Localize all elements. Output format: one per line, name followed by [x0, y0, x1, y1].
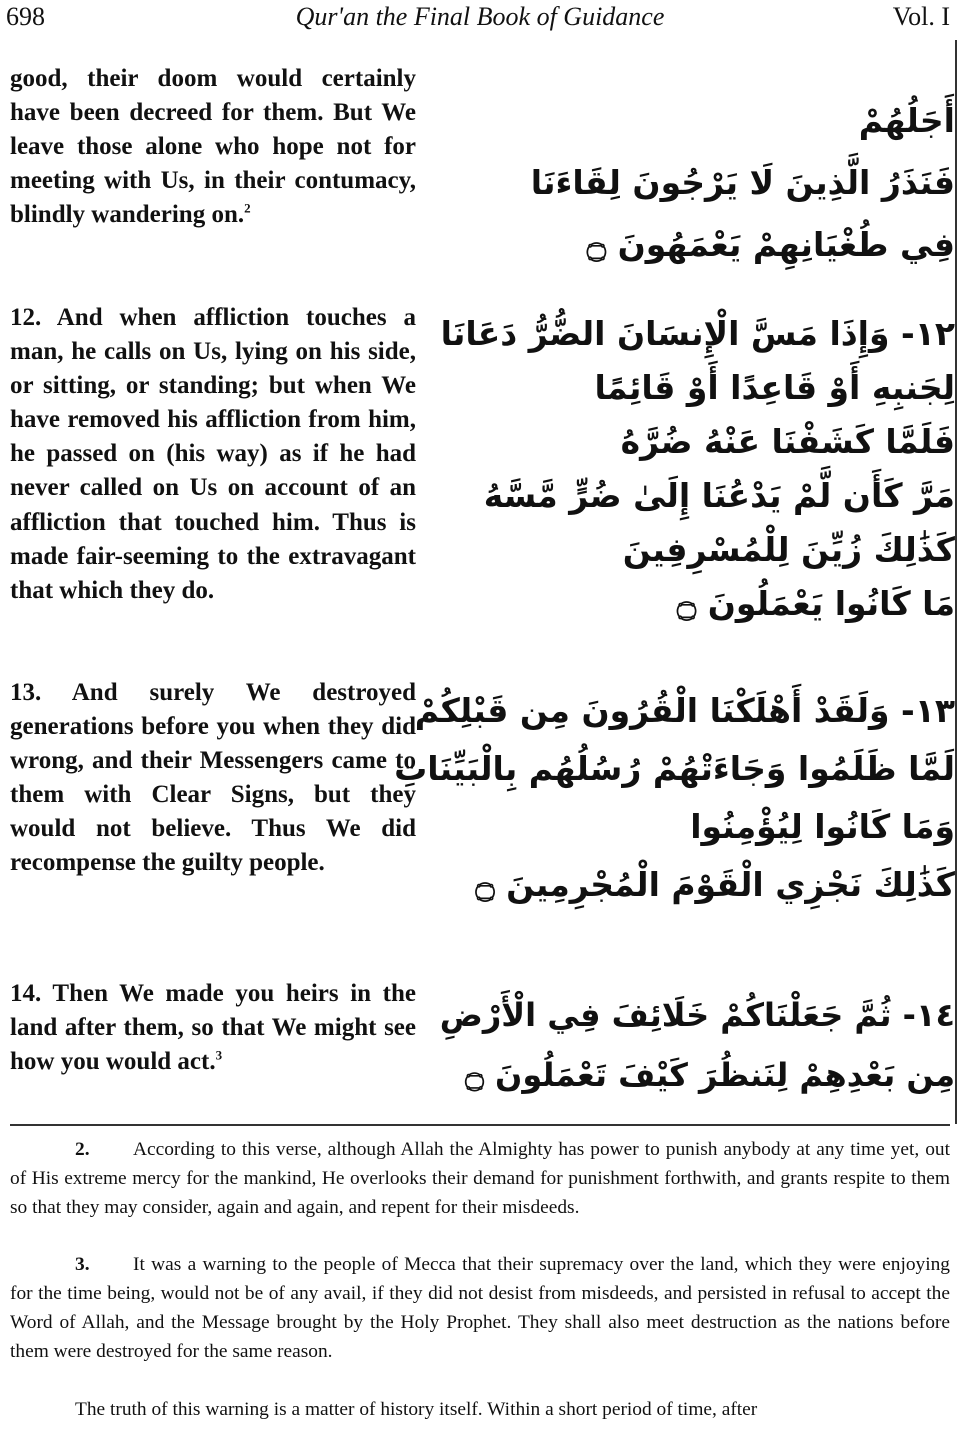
arabic-line: مِن بَعْدِهِمْ لِنَنظُرَ كَيْفَ تَعْمَلُونَ ۝ [465, 1056, 955, 1094]
arabic-line: ١٢- وَإِذَا مَسَّ الْإِنسَانَ الضُّرُّ دَعَانَا [440, 314, 955, 353]
verse-arabic [440, 307, 955, 631]
arabic-line: أَجَلُهُمْ [858, 101, 955, 140]
footnote-3 [10, 1250, 950, 1366]
footnote-3-continued [10, 1395, 950, 1424]
arabic-line: فِي طُغْيَانِهِمْ يَعْمَهُونَ ۝ [586, 225, 955, 264]
verse-english [10, 676, 416, 881]
arabic-line: لَمَّا ظَلَمُوا وَجَاءَتْهُمْ رُسُلُهُم بِالْبَيِّنَاتِ [394, 749, 955, 788]
footnote-number: 2. [75, 1139, 90, 1160]
verse-text: good, their doom would certainly have been decreed for them. But We leave those alone who hope not for meeting with Us, in their contumacy, blindly wandering on. [10, 65, 416, 229]
book-title: Qur'an the Final Book of Guidance [295, 2, 665, 31]
footnote-marker: 2 [244, 201, 251, 217]
footnote-text: It was a warning to the people of Mecca that their supremacy over the land, which they were enjoying for the time being, would not be of any avail, if they did not desist from misdeeds, and persisted in refusal to accept the Word of Allah, and the Message brought by the Holy Prophet. They shall also meet destruction as the nations before them were destroyed for the same reason. [10, 1254, 950, 1362]
verse-english [10, 301, 416, 608]
page-header [0, 2, 960, 36]
footnote-text: According to this verse, although Allah the Almighty has power to punish anybody at any time yet, out of His extreme mercy for the mankind, He overlooks their demand for punishment forthwith, and grants respite to them so that they may consider, again and again, and repent for their misdeeds. [10, 1139, 950, 1218]
arabic-line: مَرَّ كَأَن لَّمْ يَدْعُنَا إِلَىٰ ضُرٍّ مَّسَّهُ [483, 476, 955, 515]
column-divider [955, 40, 957, 1124]
verse-english [10, 977, 416, 1079]
page-number: 698 [6, 2, 45, 31]
arabic-line: ١٤- ثُمَّ جَعَلْنَاكُمْ خَلَائِفَ فِي الْأَرْضِ [439, 996, 955, 1034]
footnote-text: The truth of this warning is a matter of history itself. Within a short period of time, after [75, 1399, 758, 1420]
verse-arabic [394, 682, 955, 914]
arabic-line: كَذَٰلِكَ نَجْزِي الْقَوْمَ الْمُجْرِمِينَ ۝ [475, 865, 955, 904]
volume-label: Vol. I [892, 2, 950, 31]
arabic-line: لِجَنبِهِ أَوْ قَاعِدًا أَوْ قَائِمًا [594, 368, 955, 407]
arabic-line: ١٣- وَلَقَدْ أَهْلَكْنَا الْقُرُونَ مِن قَبْلِكُمْ [414, 691, 955, 730]
verse-arabic [439, 985, 955, 1105]
arabic-line: مَا كَانُوا يَعْمَلُونَ ۝ [676, 584, 955, 623]
verse-text: 14. Then We made you heirs in the land after them, so that We might see how you would act. [10, 980, 416, 1076]
footnote-separator [10, 1124, 950, 1126]
footnote-number: 3. [75, 1254, 90, 1275]
footnote-marker: 3 [215, 1047, 223, 1063]
arabic-line: فَلَمَّا كَشَفْنَا عَنْهُ ضُرَّهُ [620, 422, 955, 461]
verse-arabic [530, 90, 955, 276]
arabic-line: وَمَا كَانُوا لِيُؤْمِنُوا [690, 807, 955, 846]
verse-text: 13. And surely We destroyed generations before you when they did wrong, and their Messengers came to them with Clear Signs, but they would not believe. Thus We did recompense the guilty people. [10, 679, 416, 877]
verse-english [10, 62, 416, 232]
footnote-2 [10, 1135, 950, 1222]
arabic-line: كَذَٰلِكَ زُيِّنَ لِلْمُسْرِفِينَ [622, 530, 955, 569]
arabic-line: فَنَذَرُ الَّذِينَ لَا يَرْجُونَ لِقَاءَنَا [530, 163, 955, 202]
verse-text: 12. And when affliction touches a man, he calls on Us, lying on his side, or sitting, or standing; but when We have removed his affliction from him, he passed on (his way) as if he had never called on Us on account of an affliction that touched him. Thus is made fair-seeming to the extravagant that which they do. [10, 304, 416, 604]
